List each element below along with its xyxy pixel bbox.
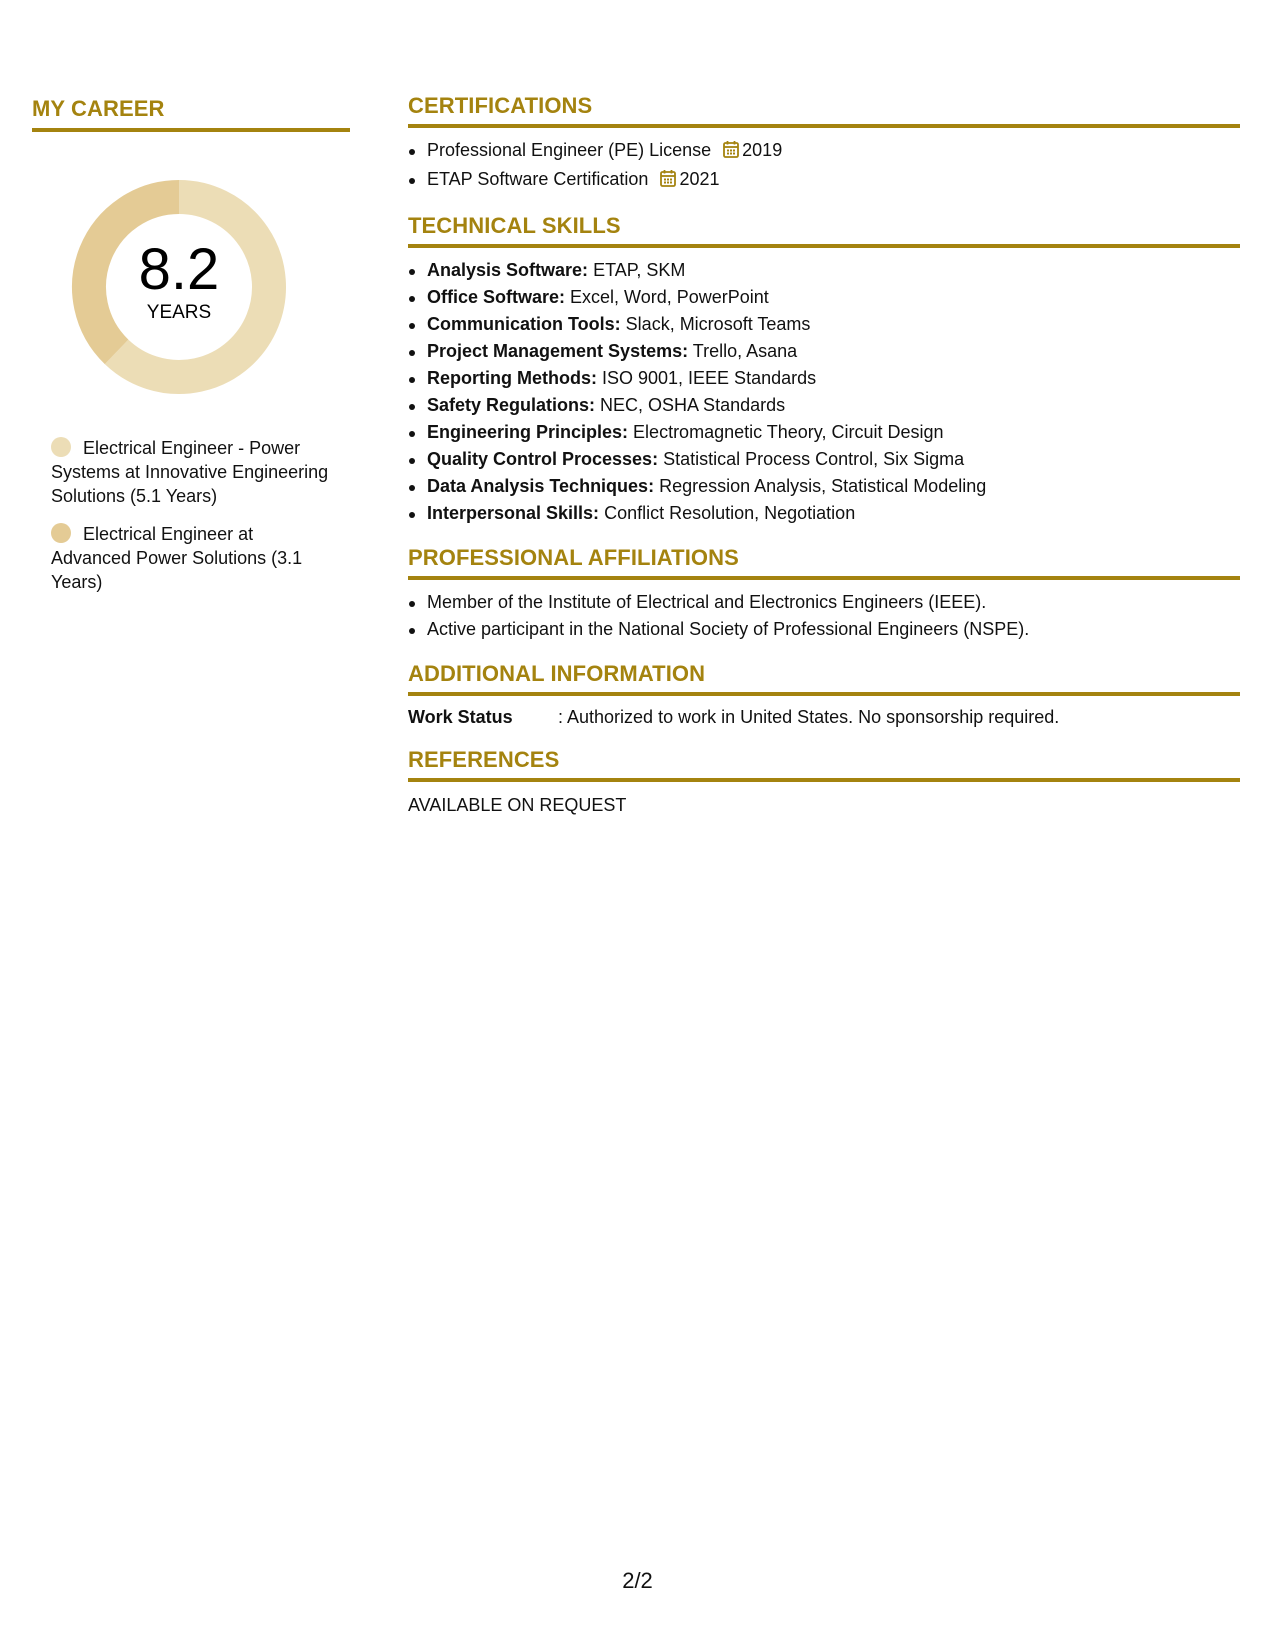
certifications-section: [408, 93, 1240, 195]
skill-category: Communication Tools:: [427, 314, 621, 334]
certification-item: [408, 166, 1240, 195]
skill-category: Engineering Principles:: [427, 422, 629, 442]
affiliations-section: [408, 545, 1240, 643]
career-heading: MY CAREER: [32, 96, 350, 132]
legend-label-2: Electrical Engineer at Advanced Power Solutions (3.1 Years): [51, 524, 303, 592]
skill-values: Conflict Resolution, Negotiation: [599, 503, 856, 523]
skill-category: Analysis Software:: [427, 260, 589, 280]
technical-skills-list: [408, 257, 1240, 527]
technical-skills-heading: TECHNICAL SKILLS: [408, 213, 1240, 248]
affiliations-heading: PROFESSIONAL AFFILIATIONS: [408, 545, 1240, 580]
skill-item: [408, 473, 1240, 500]
affiliations-list: [408, 589, 1240, 643]
skill-item: [408, 392, 1240, 419]
calendar-icon: [660, 168, 676, 195]
additional-info-section: [408, 661, 1240, 729]
skill-values: Excel, Word, PowerPoint: [565, 287, 769, 307]
skill-item: [408, 311, 1240, 338]
work-status-value: : Authorized to work in United States. No sponsorship required.: [558, 707, 1060, 727]
skill-category: Project Management Systems:: [427, 341, 689, 361]
affiliation-item: Member of the Institute of Electrical and Electronics Engineers (IEEE).: [408, 589, 1240, 616]
legend-dot-1: [51, 437, 71, 457]
skill-values: Regression Analysis, Statistical Modeling: [654, 476, 987, 496]
skill-item: [408, 419, 1240, 446]
skill-item: [408, 446, 1240, 473]
main-column: [408, 93, 1240, 835]
skill-category: Data Analysis Techniques:: [427, 476, 655, 496]
work-status-label: Work Status: [408, 707, 513, 727]
certifications-heading: CERTIFICATIONS: [408, 93, 1240, 128]
total-years-unit: YEARS: [146, 302, 212, 323]
career-donut-chart: [66, 174, 292, 400]
references-text: AVAILABLE ON REQUEST: [408, 795, 627, 815]
certification-year: 2019: [742, 140, 783, 160]
references-heading: REFERENCES: [408, 747, 1240, 782]
total-years-value: 8.2: [138, 237, 220, 302]
skill-item: [408, 365, 1240, 392]
additional-info-heading: ADDITIONAL INFORMATION: [408, 661, 1240, 696]
skill-category: Reporting Methods:: [427, 368, 597, 388]
donut-center: [66, 174, 292, 400]
work-status-row: [408, 705, 1240, 729]
page-number: 2/2: [622, 1568, 653, 1593]
skill-item: [408, 500, 1240, 527]
skill-category: Safety Regulations:: [427, 395, 596, 415]
career-legend-item-1: [51, 436, 331, 508]
skill-item: [408, 284, 1240, 311]
skill-item: [408, 338, 1240, 365]
skill-values: NEC, OSHA Standards: [595, 395, 786, 415]
technical-skills-section: [408, 213, 1240, 527]
certification-item: [408, 137, 1240, 166]
certification-name: ETAP Software Certification: [427, 169, 649, 189]
affiliation-item: Active participant in the National Society of Professional Engineers (NSPE).: [408, 616, 1240, 643]
skill-category: Quality Control Processes:: [427, 449, 659, 469]
skill-values: ETAP, SKM: [588, 260, 686, 280]
certification-name: Professional Engineer (PE) License: [427, 140, 712, 160]
skill-values: ISO 9001, IEEE Standards: [596, 368, 817, 388]
career-legend: [51, 436, 331, 594]
skill-values: Electromagnetic Theory, Circuit Design: [628, 422, 944, 442]
calendar-icon: [723, 139, 739, 166]
legend-dot-2: [51, 523, 71, 543]
legend-label-1: Electrical Engineer - Power Systems at Innovative Engineering Solutions (5.1 Years): [51, 438, 329, 506]
skill-item: [408, 257, 1240, 284]
skill-values: Trello, Asana: [688, 341, 798, 361]
skill-values: Statistical Process Control, Six Sigma: [658, 449, 965, 469]
certifications-list: [408, 137, 1240, 195]
certification-year: 2021: [679, 169, 720, 189]
skill-category: Interpersonal Skills:: [427, 503, 600, 523]
skill-category: Office Software:: [427, 287, 566, 307]
career-legend-item-2: [51, 522, 331, 594]
skill-values: Slack, Microsoft Teams: [620, 314, 811, 334]
references-section: [408, 747, 1240, 817]
career-column: [32, 96, 350, 608]
